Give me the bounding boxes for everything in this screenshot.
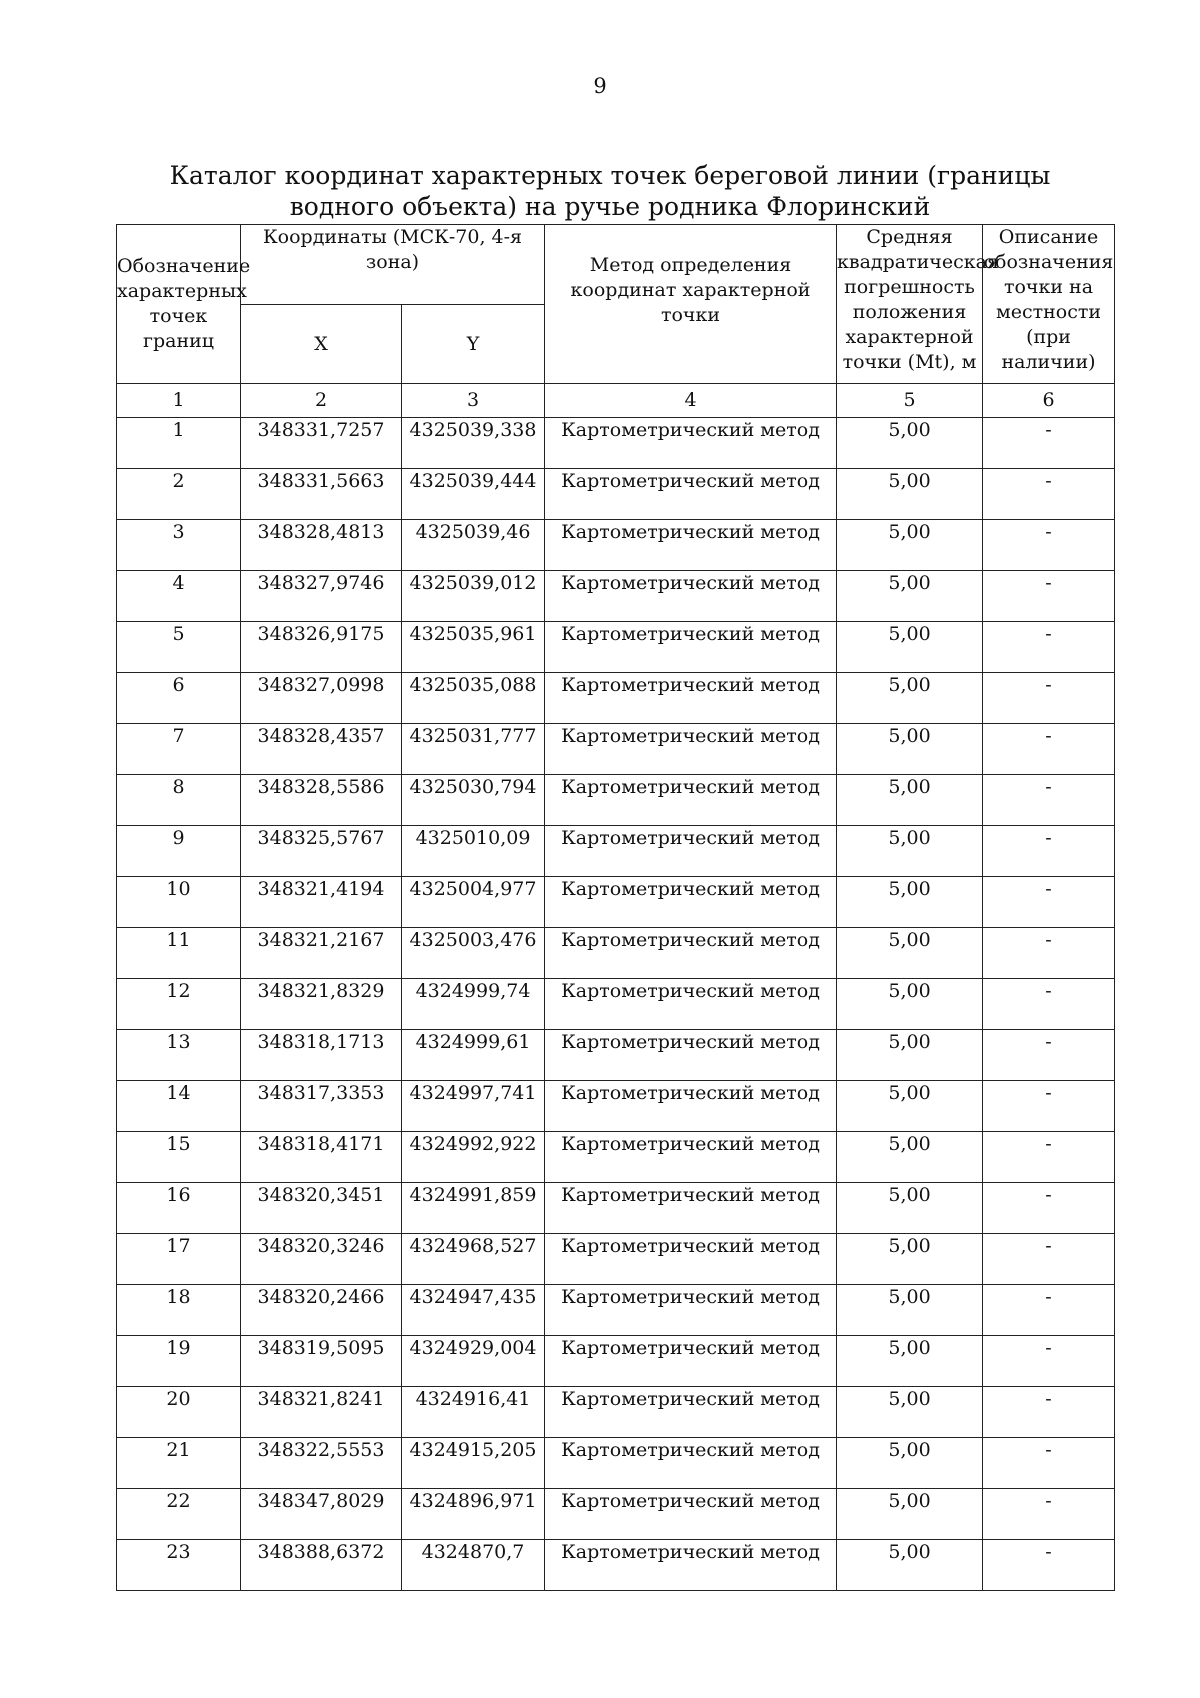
- table-row: [117, 826, 1115, 877]
- point-number-cell: 18: [117, 1285, 241, 1336]
- y-coordinate-cell: 4325003,476: [402, 928, 545, 979]
- y-coordinate-cell: 4324915,205: [402, 1438, 545, 1489]
- y-coordinate-cell: 4325030,794: [402, 775, 545, 826]
- coordinates-table: [116, 224, 1115, 1591]
- error-cell: 5,00: [837, 673, 983, 724]
- x-coordinate-cell: 348321,2167: [241, 928, 402, 979]
- point-number-cell: 20: [117, 1387, 241, 1438]
- y-coordinate-cell: 4325004,977: [402, 877, 545, 928]
- method-cell: Картометрический метод: [545, 775, 837, 826]
- x-coordinate-cell: 348317,3353: [241, 1081, 402, 1132]
- description-cell: -: [983, 877, 1115, 928]
- header-description: Описание обозначения точки на местности (при наличии): [983, 225, 1115, 384]
- point-number-cell: 9: [117, 826, 241, 877]
- description-cell: -: [983, 1030, 1115, 1081]
- method-cell: Картометрический метод: [545, 673, 837, 724]
- x-coordinate-cell: 348388,6372: [241, 1540, 402, 1591]
- error-cell: 5,00: [837, 571, 983, 622]
- page-number: 9: [593, 74, 607, 98]
- table-row: [117, 418, 1115, 469]
- table-row: [117, 520, 1115, 571]
- method-cell: Картометрический метод: [545, 1030, 837, 1081]
- x-coordinate-cell: 348318,4171: [241, 1132, 402, 1183]
- error-cell: 5,00: [837, 1132, 983, 1183]
- header-point-designation: Обозначение характерных точек границ: [117, 225, 241, 384]
- method-cell: Картометрический метод: [545, 1132, 837, 1183]
- point-number-cell: 19: [117, 1336, 241, 1387]
- table-row: [117, 877, 1115, 928]
- error-cell: 5,00: [837, 622, 983, 673]
- point-number-cell: 3: [117, 520, 241, 571]
- point-number-cell: 13: [117, 1030, 241, 1081]
- y-coordinate-cell: 4324870,7: [402, 1540, 545, 1591]
- description-cell: -: [983, 826, 1115, 877]
- error-cell: 5,00: [837, 1336, 983, 1387]
- column-number-row: [117, 384, 1115, 418]
- table-row: [117, 1438, 1115, 1489]
- error-cell: 5,00: [837, 1489, 983, 1540]
- description-cell: -: [983, 928, 1115, 979]
- column-number: 1: [117, 384, 241, 418]
- header-row-1: [117, 225, 1115, 305]
- error-cell: 5,00: [837, 1081, 983, 1132]
- method-cell: Картометрический метод: [545, 1540, 837, 1591]
- y-coordinate-cell: 4325039,012: [402, 571, 545, 622]
- header-error: Средняя квадратическая погрешность положения характерной точки (Mt), м: [837, 225, 983, 384]
- point-number-cell: 1: [117, 418, 241, 469]
- table-row: [117, 1081, 1115, 1132]
- table-row: [117, 928, 1115, 979]
- x-coordinate-cell: 348327,9746: [241, 571, 402, 622]
- x-coordinate-cell: 348328,4357: [241, 724, 402, 775]
- description-cell: -: [983, 520, 1115, 571]
- description-cell: -: [983, 571, 1115, 622]
- description-cell: -: [983, 469, 1115, 520]
- point-number-cell: 8: [117, 775, 241, 826]
- y-coordinate-cell: 4325039,338: [402, 418, 545, 469]
- error-cell: 5,00: [837, 418, 983, 469]
- y-coordinate-cell: 4324992,922: [402, 1132, 545, 1183]
- point-number-cell: 12: [117, 979, 241, 1030]
- y-coordinate-cell: 4324968,527: [402, 1234, 545, 1285]
- y-coordinate-cell: 4324999,74: [402, 979, 545, 1030]
- method-cell: Картометрический метод: [545, 1081, 837, 1132]
- error-cell: 5,00: [837, 1030, 983, 1081]
- method-cell: Картометрический метод: [545, 877, 837, 928]
- point-number-cell: 11: [117, 928, 241, 979]
- description-cell: -: [983, 1387, 1115, 1438]
- error-cell: 5,00: [837, 928, 983, 979]
- description-cell: -: [983, 1336, 1115, 1387]
- method-cell: Картометрический метод: [545, 979, 837, 1030]
- error-cell: 5,00: [837, 775, 983, 826]
- point-number-cell: 16: [117, 1183, 241, 1234]
- description-cell: -: [983, 1183, 1115, 1234]
- method-cell: Картометрический метод: [545, 724, 837, 775]
- x-coordinate-cell: 348328,4813: [241, 520, 402, 571]
- x-coordinate-cell: 348321,8329: [241, 979, 402, 1030]
- error-cell: 5,00: [837, 1387, 983, 1438]
- table-row: [117, 724, 1115, 775]
- y-coordinate-cell: 4324929,004: [402, 1336, 545, 1387]
- error-cell: 5,00: [837, 724, 983, 775]
- header-coordinates: Координаты (МСК-70, 4-я зона): [241, 225, 545, 305]
- x-coordinate-cell: 348320,2466: [241, 1285, 402, 1336]
- error-cell: 5,00: [837, 1285, 983, 1336]
- x-coordinate-cell: 348321,4194: [241, 877, 402, 928]
- y-coordinate-cell: 4324997,741: [402, 1081, 545, 1132]
- error-cell: 5,00: [837, 877, 983, 928]
- y-coordinate-cell: 4325031,777: [402, 724, 545, 775]
- table-row: [117, 469, 1115, 520]
- table-row: [117, 1183, 1115, 1234]
- point-number-cell: 7: [117, 724, 241, 775]
- error-cell: 5,00: [837, 826, 983, 877]
- table-row: [117, 1387, 1115, 1438]
- column-number: 2: [241, 384, 402, 418]
- table-row: [117, 1489, 1115, 1540]
- method-cell: Картометрический метод: [545, 520, 837, 571]
- table-row: [117, 1285, 1115, 1336]
- point-number-cell: 4: [117, 571, 241, 622]
- method-cell: Картометрический метод: [545, 1183, 837, 1234]
- point-number-cell: 2: [117, 469, 241, 520]
- error-cell: 5,00: [837, 520, 983, 571]
- y-coordinate-cell: 4324916,41: [402, 1387, 545, 1438]
- point-number-cell: 21: [117, 1438, 241, 1489]
- method-cell: Картометрический метод: [545, 1234, 837, 1285]
- description-cell: -: [983, 775, 1115, 826]
- x-coordinate-cell: 348325,5767: [241, 826, 402, 877]
- point-number-cell: 15: [117, 1132, 241, 1183]
- point-number-cell: 5: [117, 622, 241, 673]
- description-cell: -: [983, 673, 1115, 724]
- table-row: [117, 1030, 1115, 1081]
- description-cell: -: [983, 1540, 1115, 1591]
- method-cell: Картометрический метод: [545, 418, 837, 469]
- y-coordinate-cell: 4325035,088: [402, 673, 545, 724]
- method-cell: Картометрический метод: [545, 622, 837, 673]
- document-title: Каталог координат характерных точек береговой линии (границы водного объекта) на ручье родника Флоринский: [169, 161, 1051, 221]
- method-cell: Картометрический метод: [545, 928, 837, 979]
- point-number-cell: 17: [117, 1234, 241, 1285]
- error-cell: 5,00: [837, 979, 983, 1030]
- table-row: [117, 1540, 1115, 1591]
- x-coordinate-cell: 348320,3246: [241, 1234, 402, 1285]
- point-number-cell: 10: [117, 877, 241, 928]
- x-coordinate-cell: 348331,7257: [241, 418, 402, 469]
- error-cell: 5,00: [837, 1540, 983, 1591]
- header-method: Метод определения координат характерной точки: [545, 225, 837, 384]
- description-cell: -: [983, 418, 1115, 469]
- table-row: [117, 1336, 1115, 1387]
- description-cell: -: [983, 1234, 1115, 1285]
- method-cell: Картометрический метод: [545, 571, 837, 622]
- method-cell: Картометрический метод: [545, 1285, 837, 1336]
- error-cell: 5,00: [837, 1234, 983, 1285]
- error-cell: 5,00: [837, 469, 983, 520]
- description-cell: -: [983, 1438, 1115, 1489]
- description-cell: -: [983, 724, 1115, 775]
- y-coordinate-cell: 4325039,444: [402, 469, 545, 520]
- description-cell: -: [983, 1081, 1115, 1132]
- description-cell: -: [983, 1489, 1115, 1540]
- description-cell: -: [983, 1132, 1115, 1183]
- y-coordinate-cell: 4325035,961: [402, 622, 545, 673]
- error-cell: 5,00: [837, 1183, 983, 1234]
- x-coordinate-cell: 348318,1713: [241, 1030, 402, 1081]
- table-row: [117, 979, 1115, 1030]
- method-cell: Картометрический метод: [545, 1438, 837, 1489]
- method-cell: Картометрический метод: [545, 1387, 837, 1438]
- error-cell: 5,00: [837, 1438, 983, 1489]
- method-cell: Картометрический метод: [545, 826, 837, 877]
- table-row: [117, 673, 1115, 724]
- point-number-cell: 23: [117, 1540, 241, 1591]
- y-coordinate-cell: 4325010,09: [402, 826, 545, 877]
- method-cell: Картометрический метод: [545, 1489, 837, 1540]
- header-y: Y: [402, 305, 545, 384]
- header-x: X: [241, 305, 402, 384]
- description-cell: -: [983, 1285, 1115, 1336]
- y-coordinate-cell: 4324991,859: [402, 1183, 545, 1234]
- column-number: 3: [402, 384, 545, 418]
- table-row: [117, 622, 1115, 673]
- table-row: [117, 775, 1115, 826]
- description-cell: -: [983, 622, 1115, 673]
- x-coordinate-cell: 348320,3451: [241, 1183, 402, 1234]
- y-coordinate-cell: 4324896,971: [402, 1489, 545, 1540]
- y-coordinate-cell: 4325039,46: [402, 520, 545, 571]
- point-number-cell: 6: [117, 673, 241, 724]
- x-coordinate-cell: 348347,8029: [241, 1489, 402, 1540]
- table-row: [117, 571, 1115, 622]
- table-row: [117, 1132, 1115, 1183]
- x-coordinate-cell: 348328,5586: [241, 775, 402, 826]
- point-number-cell: 14: [117, 1081, 241, 1132]
- method-cell: Картометрический метод: [545, 469, 837, 520]
- column-number: 5: [837, 384, 983, 418]
- x-coordinate-cell: 348326,9175: [241, 622, 402, 673]
- x-coordinate-cell: 348322,5553: [241, 1438, 402, 1489]
- method-cell: Картометрический метод: [545, 1336, 837, 1387]
- y-coordinate-cell: 4324999,61: [402, 1030, 545, 1081]
- description-cell: -: [983, 979, 1115, 1030]
- table-row: [117, 1234, 1115, 1285]
- y-coordinate-cell: 4324947,435: [402, 1285, 545, 1336]
- x-coordinate-cell: 348331,5663: [241, 469, 402, 520]
- x-coordinate-cell: 348327,0998: [241, 673, 402, 724]
- column-number: 4: [545, 384, 837, 418]
- x-coordinate-cell: 348319,5095: [241, 1336, 402, 1387]
- point-number-cell: 22: [117, 1489, 241, 1540]
- x-coordinate-cell: 348321,8241: [241, 1387, 402, 1438]
- column-number: 6: [983, 384, 1115, 418]
